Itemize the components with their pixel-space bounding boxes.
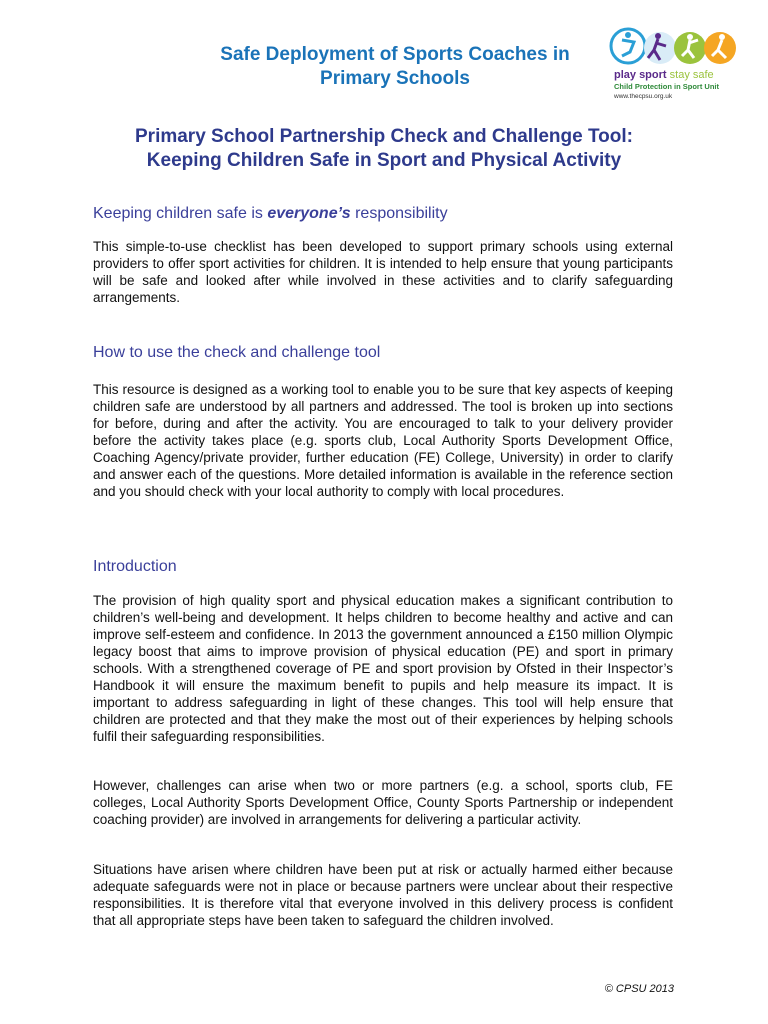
- logo-text: [614, 69, 739, 101]
- logo-tagline: [614, 69, 739, 82]
- paragraph-introduction-3: Situations have arisen where children have been put at risk or actually harmed either because adequate safeguards were not in place or because partners were unclear about their respective responsibilities. It is therefore vital that everyone involved in this delivery process is confident that all appropriate steps have been taken to safeguard the children involved.: [93, 862, 673, 928]
- heading-responsibility-post: responsibility: [350, 205, 448, 222]
- paragraph-how-to-use: This resource is designed as a working tool to enable you to be sure that key aspects of keeping children safe are understood by all partners and addressed. The tool is broken up into sections for before, during and after the activity. You are encouraged to talk to your delivery provider before the activity takes place (e.g. sports club, Local Authority Sports Development Office, Coaching Agency/private provider, further education (FE) College, University) in order to clarify and answer each of the questions. More detailed information is available in the reference section and you should check with your local authority to comply with local procedures.: [93, 382, 673, 499]
- footer-copyright: © CPSU 2013: [604, 983, 674, 995]
- heading-responsibility-emphasis: everyone’s: [267, 205, 351, 222]
- paragraph-responsibility: This simple-to-use checklist has been developed to support primary schools using external providers to offer sport activities for children. It is intended to help ensure that young participants will be safe and looked after while involved in these activities and to clarify safeguarding arrangements.: [93, 239, 673, 305]
- document-title: [80, 125, 688, 173]
- document-title-line2: Keeping Children Safe in Sport and Physical Activity: [146, 150, 622, 171]
- header-title-line1: Safe Deployment of Sports Coaches in: [220, 44, 570, 65]
- logo-tagline-play: play sport: [614, 69, 667, 81]
- heading-responsibility-pre: Keeping children safe is: [93, 205, 268, 222]
- paragraph-introduction-1: The provision of high quality sport and physical education makes a significant contribution to children’s well-being and development. It helps children to become healthy and active and can improve self-esteem and confidence. In 2013 the government announced a £150 million Olympic legacy boost that aims to improve provision of physical education (PE) and sport in primary schools. With a strengthened coverage of PE and sport provision by Ofsted in their Inspector’s Handbook it will ensure the maximum benefit to pupils and help measure its impact. It is important to address safeguarding in light of these changes. This tool will help ensure that children are protected and that they make the most out of their experiences by helping schools fulfil their safeguarding responsibilities.: [93, 593, 673, 744]
- header-title: [190, 43, 600, 91]
- paragraph-introduction-2: However, challenges can arise when two or more partners (e.g. a school, sports club, FE colleges, Local Authority Sports Development Office, County Sports Partnership or independent coaching provider) are involved in arrangements for delivering a particular activity.: [93, 778, 673, 827]
- heading-introduction: Introduction: [93, 558, 177, 575]
- logo-url: www.thecpsu.org.uk: [614, 93, 673, 100]
- cpsu-logo: [608, 26, 738, 112]
- logo-tagline-stay: stay safe: [669, 69, 714, 81]
- heading-how-to-use: How to use the check and challenge tool: [93, 344, 381, 361]
- sport-figures-icon: [608, 26, 738, 70]
- document-title-line1: Primary School Partnership Check and Challenge Tool:: [135, 126, 633, 147]
- header-title-line2: Primary Schools: [320, 68, 470, 89]
- logo-unit: Child Protection in Sport Unit: [614, 82, 719, 91]
- heading-responsibility: [93, 204, 448, 224]
